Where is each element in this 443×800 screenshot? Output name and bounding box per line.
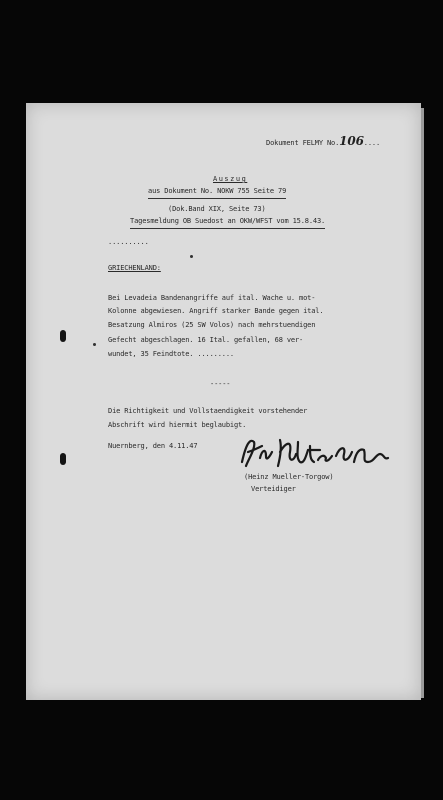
ellipsis-top: .......... xyxy=(108,238,149,246)
document-number-line xyxy=(266,136,380,149)
document-number: 106 xyxy=(339,134,364,148)
report-line-5: wundet, 35 Feindtote. ......... xyxy=(108,350,234,358)
punch-hole xyxy=(60,453,66,465)
report-line-1: Bei Levadeia Bandenangriffe auf ital. Wache u. mot- xyxy=(108,294,316,302)
margin-mark xyxy=(190,255,193,258)
certification-line-1: Die Richtigkeit und Vollstaendigkeit vorstehender xyxy=(108,407,308,415)
report-line-4: Gefecht abgeschlagen. 16 Ital. gefallen, 68 ver- xyxy=(108,336,304,344)
place-date: Nuernberg, den 4.11.47 xyxy=(108,442,198,450)
document-label: Dokument FELMY No. xyxy=(266,139,340,147)
signer-role: Verteidiger xyxy=(251,485,296,493)
certification-line-2: Abschrift wird hiermit beglaubigt. xyxy=(108,421,247,429)
punch-hole xyxy=(60,330,66,342)
report-title-line: Tagesmeldung OB Suedost an OKW/WFST vom 15.8.43. xyxy=(130,216,325,229)
source-document-line: aus Dokument No. NOKW 755 Seite 79 xyxy=(148,186,286,199)
margin-mark xyxy=(93,343,96,346)
signer-name: (Heinz Mueller-Torgow) xyxy=(244,473,334,481)
document-band-line: (Dok.Band XIX, Seite 73) xyxy=(168,205,266,213)
section-heading: GRIECHENLAND: xyxy=(108,264,161,272)
document-number-trail: .... xyxy=(363,139,381,147)
handwritten-signature xyxy=(236,432,392,472)
document-heading: Auszug xyxy=(213,175,248,183)
report-line-3: Besatzung Almiros (25 SW Volos) nach mehrstuendigen xyxy=(108,321,316,329)
report-line-2: Kolonne abgewiesen. Angriff starker Bande gegen ital. xyxy=(108,307,324,315)
separator: ----- xyxy=(210,380,231,388)
